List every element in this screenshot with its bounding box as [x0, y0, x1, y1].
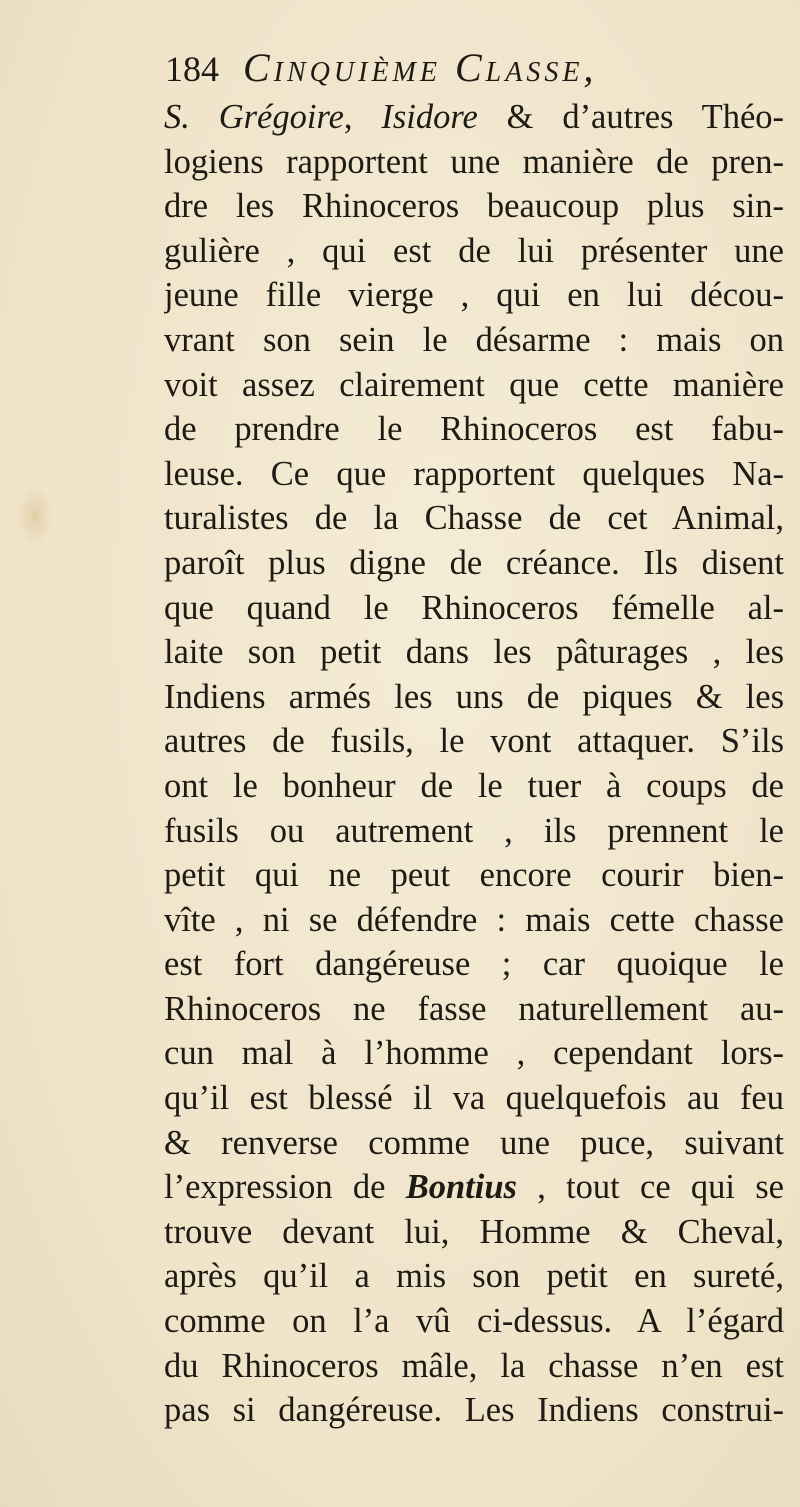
- text-run: leuse. Ce que rapportent quelques Na-: [164, 454, 784, 493]
- text-line: [164, 95, 784, 140]
- text-line: [164, 719, 784, 764]
- emphasized-text: S. Grégoire: [164, 98, 344, 136]
- text-run: paroît plus digne de créance. Ils disent: [164, 543, 784, 582]
- text-line: [164, 1031, 784, 1076]
- text-run: gulière , qui est de lui présenter une: [164, 231, 784, 270]
- text-run: voit assez clairement que cette manière: [164, 365, 784, 404]
- text-line: [164, 764, 784, 809]
- text-line: [164, 229, 784, 274]
- text-line: [164, 318, 784, 363]
- text-line: [164, 184, 784, 229]
- emphasized-text: Isidore: [381, 98, 478, 136]
- text-run: est fort dangéreuse ; car quoique le: [164, 945, 784, 984]
- text-run: vîte , ni se défendre : mais cette chasse: [164, 900, 784, 939]
- text-run: Rhinoceros ne fasse naturellement au-: [164, 989, 784, 1028]
- paper-stain: [18, 486, 52, 546]
- text-run: & renverse comme une puce, suivant: [164, 1123, 784, 1162]
- text-run: Indiens armés les uns de piques & les: [164, 677, 784, 716]
- text-run: fusils ou autrement , ils prennent le: [164, 811, 784, 850]
- text-line: [164, 1121, 784, 1166]
- text-run: turalistes de la Chasse de cet Animal,: [164, 499, 784, 538]
- text-run: cun mal à l’homme , cependant lors-: [164, 1034, 784, 1073]
- text-run: du Rhinoceros mâle, la chasse n’en est: [164, 1346, 784, 1385]
- text-line: [164, 1210, 784, 1255]
- text-line: [164, 586, 784, 631]
- text-line: [164, 1344, 784, 1389]
- text-line: [164, 541, 784, 586]
- text-run: ont le bonheur de le tuer à coups de: [164, 766, 784, 805]
- page-number: 184: [165, 49, 219, 89]
- text-line: [164, 675, 784, 720]
- text-line: [164, 898, 784, 943]
- text-line: [164, 407, 784, 452]
- text-line: [164, 809, 784, 854]
- text-run: que quand le Rhinoceros fémelle al-: [164, 588, 784, 627]
- text-run: autres de fusils, le vont attaquer. S’ils: [164, 722, 784, 761]
- text-line: [164, 630, 784, 675]
- text-run: , tout ce qui se: [516, 1168, 784, 1207]
- running-header: [165, 42, 597, 95]
- text-run: jeune fille vierge , qui en lui décou-: [164, 276, 784, 315]
- emphasized-text: Bontius: [405, 1168, 517, 1207]
- text-line: [164, 273, 784, 318]
- text-line: [164, 1076, 784, 1121]
- text-run: qu’il est blessé il va quelquefois au feu: [164, 1079, 784, 1118]
- text-line: [164, 496, 784, 541]
- body-text: [164, 95, 784, 1433]
- text-run: comme on l’a vû ci-dessus. A l’égard: [164, 1302, 784, 1341]
- text-run: pas si dangéreuse. Les Indiens construi-: [164, 1391, 784, 1430]
- text-line: [164, 363, 784, 408]
- text-run: dre les Rhinoceros beaucoup plus sin-: [164, 187, 784, 226]
- text-line: [164, 1165, 784, 1210]
- text-run: laite son petit dans les pâturages , les: [164, 633, 784, 672]
- running-title: Cinquième Classe,: [243, 45, 598, 90]
- text-run: l’expression de: [164, 1168, 406, 1207]
- text-run: trouve devant lui, Homme & Cheval,: [164, 1212, 784, 1251]
- text-line: [164, 1299, 784, 1344]
- text-line: [164, 1254, 784, 1299]
- text-run: ,: [343, 98, 382, 136]
- text-run: après qu’il a mis son petit en sureté,: [164, 1257, 784, 1296]
- text-line: [164, 987, 784, 1032]
- text-run: & d’autres Théo-: [477, 98, 784, 136]
- text-line: [164, 942, 784, 987]
- text-line: [164, 853, 784, 898]
- text-line: [164, 452, 784, 497]
- text-run: de prendre le Rhinoceros est fabu-: [164, 410, 784, 449]
- text-run: logiens rapportent une manière de pren-: [164, 142, 784, 181]
- text-line: [164, 1388, 784, 1433]
- text-run: petit qui ne peut encore courir bien-: [164, 856, 784, 895]
- text-run: vrant son sein le désarme : mais on: [164, 320, 784, 359]
- text-line: [164, 140, 784, 185]
